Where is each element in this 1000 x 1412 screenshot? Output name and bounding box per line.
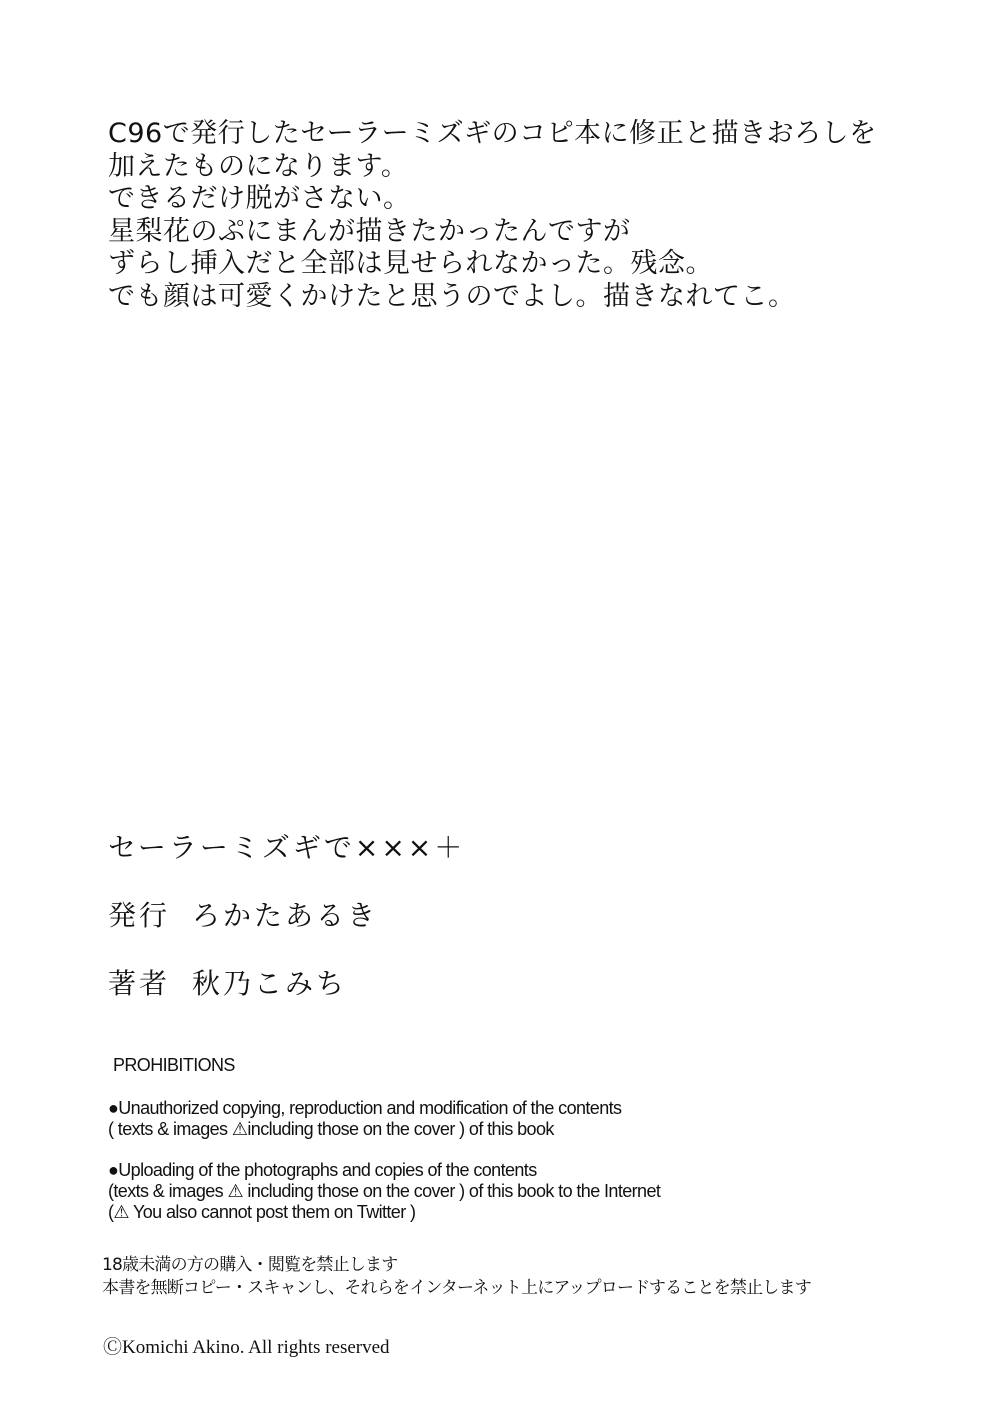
publisher-row	[108, 896, 465, 964]
prohibition-item	[108, 1160, 660, 1223]
afterword-line: 星梨花のぷにまんが描きたかったんですが	[108, 215, 631, 247]
afterword-text	[108, 118, 928, 313]
copy-restriction-notice: 本書を無断コピー・スキャンし、それらをインターネット上にアップロードすることを禁止します	[102, 1278, 811, 1298]
publisher-label: 発行	[108, 899, 171, 932]
prohibitions-section	[108, 1052, 660, 1243]
publisher-name: ろかたあるき	[192, 899, 379, 932]
prohibitions-heading: PROHIBITIONS	[113, 1055, 235, 1075]
afterword-line: できるだけ脱がさない。	[108, 183, 411, 214]
notices	[102, 1254, 811, 1300]
afterword-line: でも顔は可愛くかけたと思うのでよし。描きなれてこ。	[108, 280, 796, 312]
afterword-line: 加えたものになります。	[108, 150, 409, 182]
afterword-line: ずらし挿入だと全部は見せられなかった。残念。	[108, 248, 713, 279]
prohibition-line: ( texts & images ⚠including those on the cover ) of this book	[108, 1119, 554, 1139]
author-name: 秋乃こみち	[192, 967, 348, 1000]
colophon	[108, 828, 465, 1032]
prohibition-line: (⚠ You also cannot post them on Twitter )	[108, 1202, 416, 1222]
prohibition-item	[108, 1098, 660, 1140]
author-label: 著者	[108, 967, 171, 1000]
prohibition-line: ●Uploading of the photographs and copies of the contents	[108, 1160, 537, 1180]
copyright-notice: ⒸKomichi Akino. All rights reserved	[103, 1337, 390, 1358]
book-title: セーラーミズギで×××＋	[108, 831, 466, 864]
prohibition-line: (texts & images ⚠ including those on the cover ) of this book to the Internet	[108, 1181, 661, 1201]
afterword-line: C96で発行したセーラーミズギのコピ本に修正と描きおろしを	[108, 118, 877, 149]
prohibition-line: ●Unauthorized copying, reproduction and modification of the contents	[108, 1098, 622, 1118]
author-row	[108, 964, 465, 1032]
age-restriction-notice: 18歳未満の方の購入・閲覧を禁止します	[102, 1255, 398, 1275]
